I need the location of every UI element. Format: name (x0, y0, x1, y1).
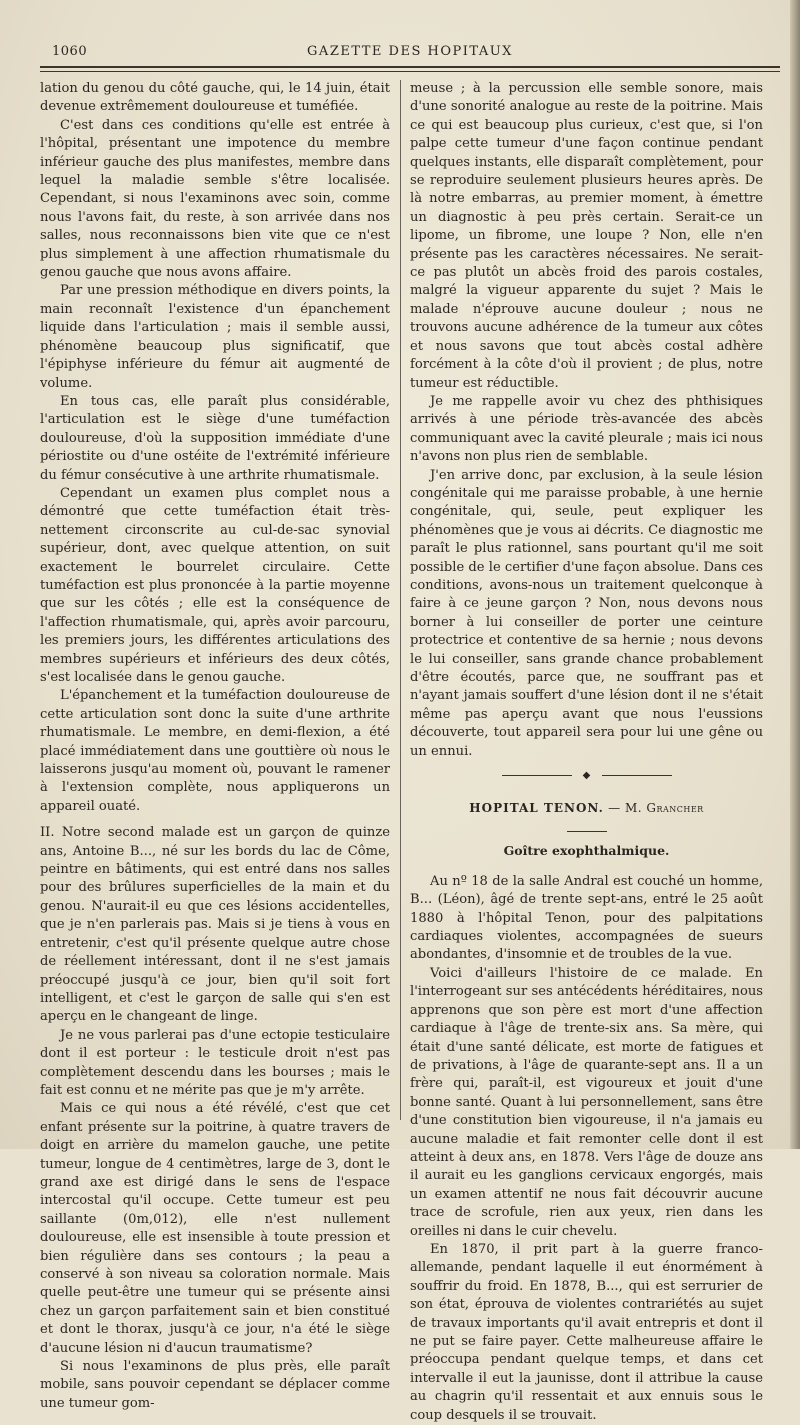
right-column (410, 80, 763, 1425)
hospital-name: HOPITAL TENON. (469, 801, 604, 816)
diamond-icon: ◆ (582, 770, 591, 782)
paragraph: lation du genou du côté gauche, qui, le 14 juin, était devenue extrêmement douloureuse et tuméfiée. (40, 81, 390, 115)
page-number: 1060 (52, 44, 88, 59)
ornament-line (602, 775, 672, 776)
paragraph: Voici d'ailleurs l'histoire de ce malade. En l'interrogeant sur ses antécédents héréditaires, nous apprenons que son père est mort d'une affection cardiaque à l'âge de trente-six ans. Sa mère, qui était d'une santé délicate, est morte de fatigues et de privations, à l'âge de quarante-sept ans. Il a un frère qui, paraît-il, est vigoureux et jouit d'une bonne santé. Quant à lui personnellement, sans être d'une constitution bien vigoureuse, il n'a jamais eu aucune maladie et fait remonter celle dont il est atteint à deux ans, en 1878. Vers l'âge de douze ans il aurait eu les ganglions cervicaux engorgés, mais un examen attentif ne nous fait découvrir aucune trace de scrofule, rien aux yeux, rien dans les oreilles ni dans le cuir chevelu. (410, 965, 763, 1239)
paragraph: Je ne vous parlerai pas d'une ectopie testiculaire dont il est porteur : le testicule droit n'est pas complètement descendu dans les bourses ; mais le fait est connu et ne mérite pas que je m'y arrête. (40, 1027, 390, 1098)
short-rule (567, 831, 607, 832)
header-rule-thick (40, 66, 780, 68)
paragraph: L'épanchement et la tuméfaction douloureuse de cette articulation sont donc la suite d'une arthrite rhumatismale. Le membre, en demi-flexion, a été placé immédiatement dans une gouttière où nous le laisserons jusqu'au moment où, pouvant le ramener à l'extension complète, nous appliquerons un appareil ouaté. (40, 688, 390, 814)
case-title: Goître exophthalmique. (503, 843, 670, 859)
section-ornament (502, 771, 672, 781)
ornament-line (502, 775, 572, 776)
hospital-heading (410, 799, 763, 817)
hospital-doctor: — M. Grancher (608, 801, 704, 816)
journal-title: GAZETTE DES HOPITAUX (307, 44, 513, 59)
page-edge (790, 0, 800, 1149)
paragraph: Je me rappelle avoir vu chez des phthisiques arrivés à une période très-avancée des abcès communiquant avec la cavité pleurale ; mais ici nous n'avons non plus rien de semblable. (410, 393, 763, 465)
paragraph: J'en arrive donc, par exclusion, à la seule lésion congénitale qui me paraisse probable, à une hernie congénitale, qui, seule, peut expliquer les phénomènes que je vous ai décrits. Ce diagnostic me paraît le plus rationnel, sans pourtant qu'il me soit possible de le certifier d'une façon absolue. Dans ces conditions, avons-nous un traitement quelconque à faire à ce jeune garçon ? Non, nous devons nous borner à lui conseiller de porter une ceinture protectrice et contentive de sa hernie ; nous devons le lui conseiller, sans grande chance probablement d'être écoutés, parce que, ne souffrant pas et n'ayant jamais souffert d'une lésion dont il ne s'était même pas aperçu avant que nous l'eussions découverte, tout appareil sera pour lui une gêne ou un ennui. (410, 467, 763, 759)
paragraph: En tous cas, elle paraît plus considérable, l'articulation est le siège d'une tuméfaction douloureuse, d'où la supposition immédiate d'une périostite ou d'une ostéite de l'extrémité inférieure du fémur consécutive à une arthrite rhumatismale. (40, 393, 390, 483)
paragraph: Cependant un examen plus complet nous a démontré que cette tuméfaction était très-nettement circonscrite au cul-de-sac synovial supérieur, dont, avec quelque attention, on suit exactement le bourrelet circulaire. Cette tuméfaction est plus prononcée à la partie moyenne que sur les côtés ; elle est la conséquence de l'affection rhumatismale, qui, après avoir parcouru, les premiers jours, les différentes articulations des membres supérieurs et inférieurs des deux côtés, s'est localisée dans le genou gauche. (40, 485, 390, 685)
header-rule-thin (40, 71, 780, 72)
paragraph: II. Notre second malade est un garçon de quinze ans, Antoine B..., né sur les bords du lac de Côme, peintre en bâtiments, qui est entré dans nos salles pour des brûlures superficielles de la main et du genou. N'aurait-il eu que ces lésions accidentelles, que je n'en parlerais pas. Mais si je tiens à vous en entretenir, c'est qu'il présente quelque autre chose de réellement intéressant, dont il ne s'est jamais préoccupé jusqu'à ce jour, bien qu'il soit fort intelligent, et c'est le garçon de salle qui s'en est aperçu en le changeant de linge. (40, 825, 390, 1025)
paragraph: meuse ; à la percussion elle semble sonore, mais d'une sonorité analogue au reste de la poitrine. Mais ce qui est beaucoup plus curieux, c'est que, si l'on palpe cette tumeur d'une façon continue pendant quelques instants, elle disparaît complètement, pour se reproduire seulement plusieurs heures après. De là notre embarras, au premier moment, à émettre un diagnostic à peu près certain. Serait-ce un lipome, un fibrome, une loupe ? Non, elle n'en présente pas les caractères nécessaires. Ne serait-ce pas plutôt un abcès froid des parois costales, malgré la vigueur apparente du sujet ? Mais le malade n'éprouve aucune douleur ; nous ne trouvons aucune adhérence de la tumeur aux côtes et nous savons que tout abcès costal adhère forcément à la côte d'où il provient ; de plus, notre tumeur est réductible. (410, 81, 763, 391)
paragraph: Par une pression méthodique en divers points, la main reconnaît l'existence d'un épanchement liquide dans l'articulation ; mais il semble aussi, phénomène beaucoup plus significatif, que l'épiphyse inférieure du fémur ait augmenté de volume. (40, 283, 390, 391)
column-divider (400, 80, 401, 1120)
left-column (40, 80, 390, 1413)
paragraph: C'est dans ces conditions qu'elle est entrée à l'hôpital, présentant une impotence du membre inférieur gauche des plus manifestes, membre dans lequel la maladie semble s'être localisée. Cependant, si nous l'examinons avec soin, comme nous l'avons fait, du reste, à son arrivée dans nos salles, nous reconnaissons bien vite que ce n'est plus simplement à une affection rhumatismale du genou gauche que nous avons affaire. (40, 117, 390, 281)
paragraph: Au nº 18 de la salle Andral est couché un homme, B... (Léon), âgé de trente sept-ans, entré le 25 août 1880 à l'hôpital Tenon, pour des palpitations cardiaques violentes, accompagnées de sueurs abondantes, d'insomnie et de troubles de la vue. (410, 873, 763, 963)
page-header (40, 44, 780, 64)
paragraph: En 1870, il prit part à la guerre franco-allemande, pendant laquelle il eut énormément à souffrir du froid. En 1878, B..., qui est serrurier de son état, éprouva de violentes contrariétés au sujet de travaux importants qu'il avait entrepris et dont il ne put se faire payer. Cette malheureuse affaire le préoccupa pendant quelque temps, et dans cet intervalle il eut la jaunisse, dont il attribue la cause au chagrin qu'il ressentait et aux ennuis sous le coup desquels il se trouvait. (410, 1241, 763, 1423)
paragraph: Mais ce qui nous a été révélé, c'est que cet enfant présente sur la poitrine, à quatre travers de doigt en arrière du mamelon gauche, une petite tumeur, longue de 4 centimètres, large de 3, dont le grand axe est dirigé dans le sens de l'espace intercostal qu'il occupe. Cette tumeur est peu saillante (0m,012), elle n'est nullement douloureuse, elle est insensible à toute pression et bien régulière dans ses contours ; la peau a conservé à son niveau sa coloration normale. Mais quelle peut-être une tumeur qui se présente ainsi chez un garçon parfaitement sain et bien constitué et dont le thorax, jusqu'à ce jour, n'a été le siège d'aucune lésion ni d'aucun traumatisme? (40, 1101, 390, 1356)
paragraph: Si nous l'examinons de plus près, elle paraît mobile, sans pouvoir cependant se déplacer comme une tumeur gom- (40, 1359, 390, 1411)
